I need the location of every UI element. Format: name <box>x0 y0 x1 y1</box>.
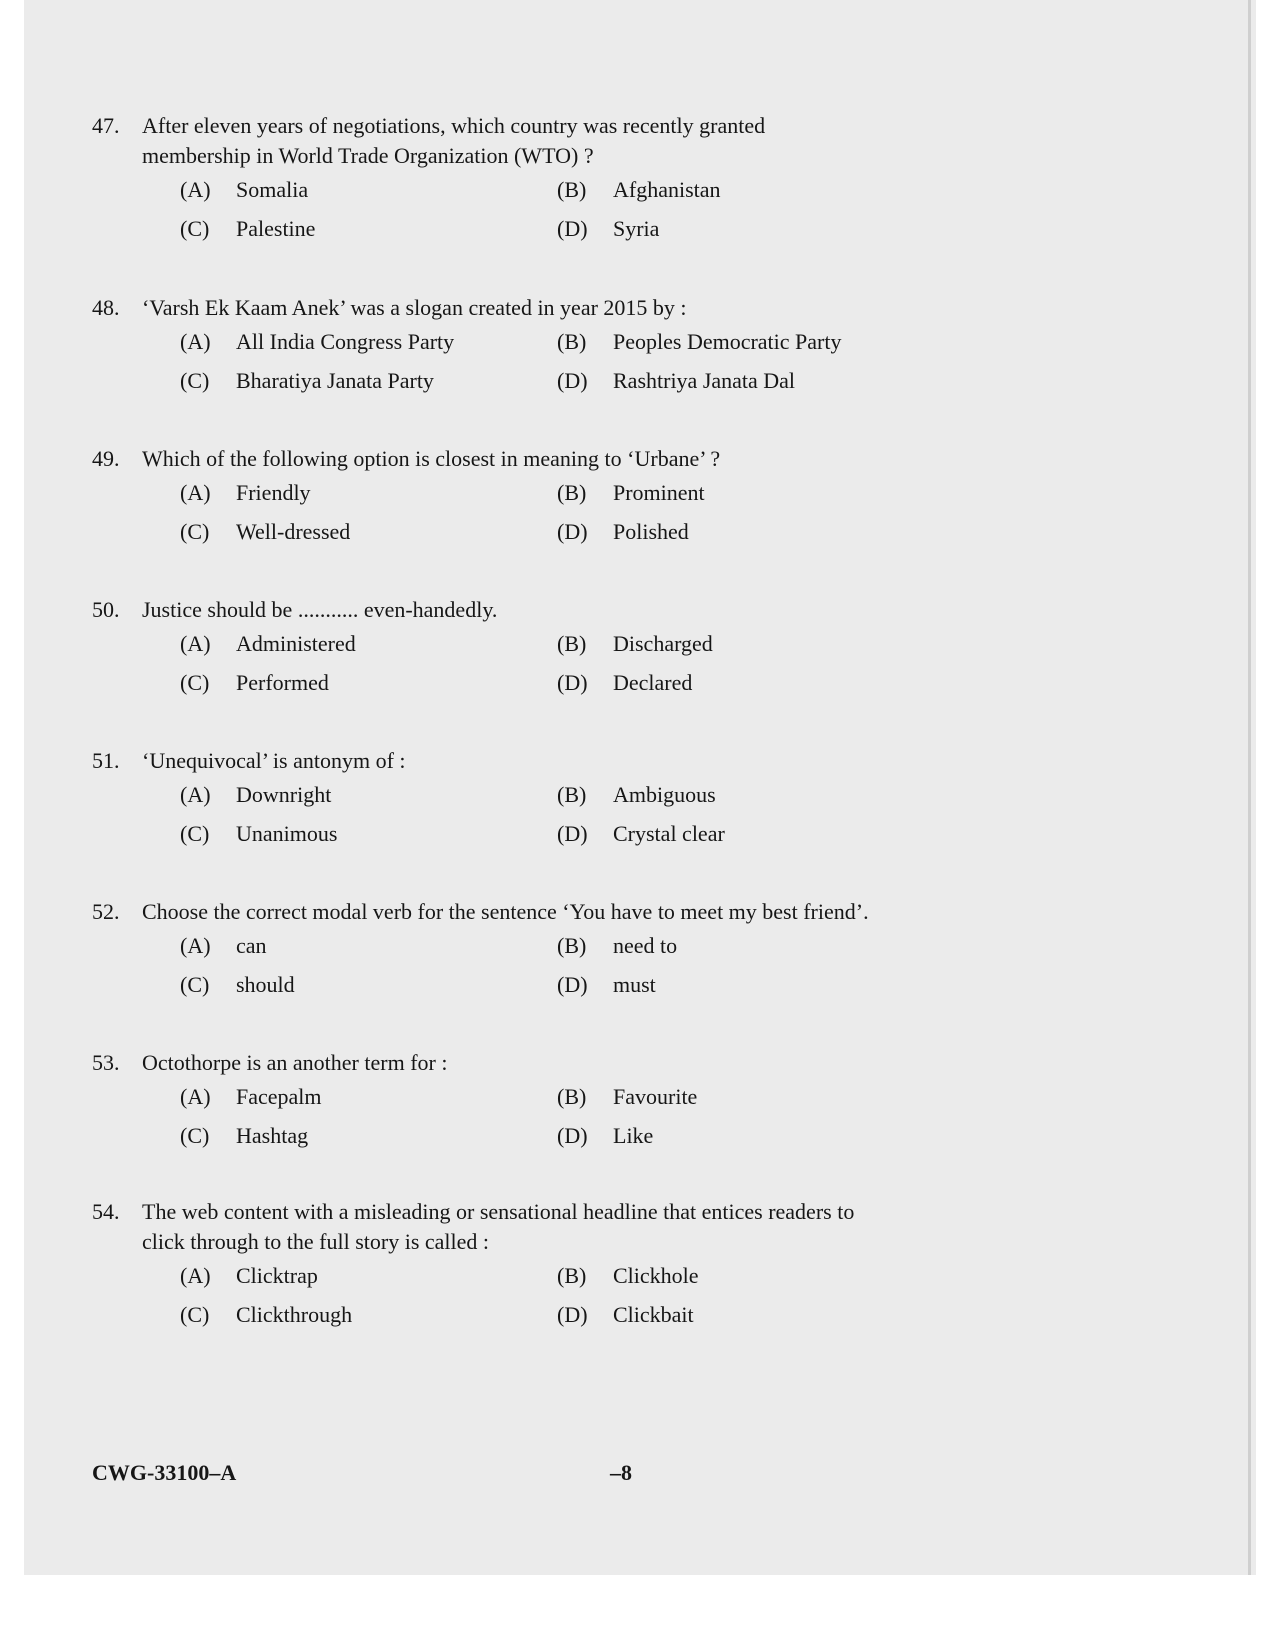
question-47 <box>92 111 1192 253</box>
page-number: –8 <box>610 1460 632 1485</box>
option-c: (C) Unanimous <box>180 821 338 846</box>
question-text: click through to the full story is called : <box>142 1229 490 1254</box>
option-d: (D) Syria <box>557 216 660 241</box>
option-c: (C) Performed <box>180 670 329 695</box>
option-b: (B) Favourite <box>557 1084 698 1109</box>
option-b: (B) Clickhole <box>557 1263 699 1288</box>
option-c: (C) Hashtag <box>180 1123 309 1148</box>
question-text: Justice should be ........... even-handedly. <box>142 597 498 622</box>
option-b: (B) Prominent <box>557 480 705 505</box>
option-b: (B) need to <box>557 933 678 958</box>
option-d: (D) must <box>557 972 656 997</box>
option-c: (C) Bharatiya Janata Party <box>180 368 434 393</box>
question-number: 48. <box>92 295 120 320</box>
option-d: (D) Crystal clear <box>557 821 725 846</box>
booklet-code: CWG-33100–A <box>92 1460 237 1485</box>
question-text: ‘Varsh Ek Kaam Anek’ was a slogan created in year 2015 by : <box>142 295 687 320</box>
question-48 <box>92 293 1192 405</box>
options <box>92 780 1192 858</box>
question-52 <box>92 897 1192 1009</box>
option-c: (C) Clickthrough <box>180 1302 353 1327</box>
question-text: Choose the correct modal verb for the sentence ‘You have to meet my best friend’. <box>142 899 869 924</box>
options <box>92 1261 1192 1339</box>
options <box>92 175 1192 253</box>
option-a: (A) All India Congress Party <box>180 329 455 354</box>
option-c: (C) Well-dressed <box>180 519 351 544</box>
option-d: (D) Like <box>557 1123 654 1148</box>
option-d: (D) Clickbait <box>557 1302 694 1327</box>
option-b: (B) Afghanistan <box>557 177 721 202</box>
question-number: 52. <box>92 899 120 924</box>
option-d: (D) Polished <box>557 519 689 544</box>
question-number: 53. <box>92 1050 120 1075</box>
option-d: (D) Declared <box>557 670 693 695</box>
option-a: (A) Downright <box>180 782 332 807</box>
question-number: 49. <box>92 446 120 471</box>
question-text: After eleven years of negotiations, which country was recently granted <box>142 113 766 138</box>
option-a: (A) can <box>180 933 267 958</box>
option-c: (C) should <box>180 972 295 997</box>
option-b: (B) Ambiguous <box>557 782 716 807</box>
question-51 <box>92 746 1192 858</box>
option-a: (A) Clicktrap <box>180 1263 318 1288</box>
question-49 <box>92 444 1192 556</box>
question-text: ‘Unequivocal’ is antonym of : <box>142 748 406 773</box>
options <box>92 931 1192 1009</box>
question-number: 50. <box>92 597 120 622</box>
option-c: (C) Palestine <box>180 216 316 241</box>
paper-edge <box>1248 0 1251 1575</box>
option-a: (A) Somalia <box>180 177 309 202</box>
question-number: 51. <box>92 748 120 773</box>
option-d: (D) Rashtriya Janata Dal <box>557 368 796 393</box>
question-53 <box>92 1048 1192 1160</box>
question-text: Octothorpe is an another term for : <box>142 1050 448 1075</box>
question-text: Which of the following option is closest in meaning to ‘Urbane’ ? <box>142 446 721 471</box>
option-a: (A) Friendly <box>180 480 311 505</box>
question-number: 54. <box>92 1199 120 1224</box>
options <box>92 478 1192 556</box>
question-text: membership in World Trade Organization (WTO) ? <box>142 143 594 168</box>
options <box>92 327 1192 405</box>
question-number: 47. <box>92 113 120 138</box>
option-a: (A) Facepalm <box>180 1084 322 1109</box>
option-b: (B) Discharged <box>557 631 713 656</box>
question-text: The web content with a misleading or sensational headline that entices readers to <box>142 1199 855 1224</box>
question-50 <box>92 595 1192 707</box>
options <box>92 629 1192 707</box>
option-a: (A) Administered <box>180 631 356 656</box>
question-54 <box>92 1197 1192 1339</box>
options <box>92 1082 1192 1160</box>
option-b: (B) Peoples Democratic Party <box>557 329 842 354</box>
